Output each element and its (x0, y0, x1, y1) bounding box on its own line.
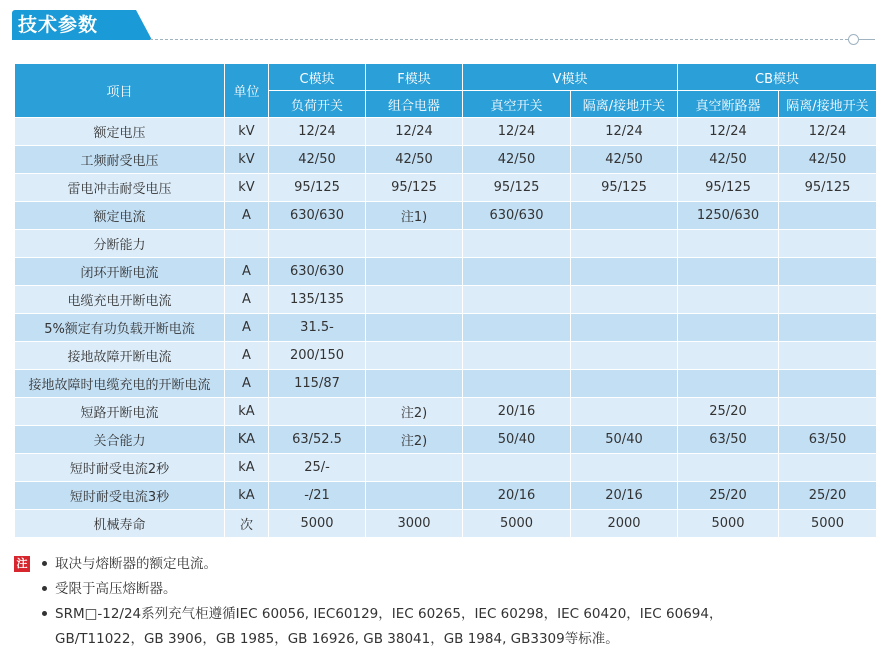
row-value (779, 454, 877, 482)
row-value (463, 258, 571, 286)
row-unit: kV (225, 118, 269, 146)
row-label: 分断能力 (15, 230, 225, 258)
row-value: 63/52.5 (269, 426, 366, 454)
row-unit: KA (225, 426, 269, 454)
row-value: 95/125 (678, 174, 779, 202)
row-unit: kA (225, 482, 269, 510)
row-value: 135/135 (269, 286, 366, 314)
row-unit: kV (225, 146, 269, 174)
row-value (571, 398, 678, 426)
row-value: 1250/630 (678, 202, 779, 230)
row-label: 短路开断电流 (15, 398, 225, 426)
row-value (678, 370, 779, 398)
row-value: 630/630 (463, 202, 571, 230)
header-f-module: F模块 (366, 64, 463, 91)
table-row (15, 482, 877, 510)
row-value: 31.5- (269, 314, 366, 342)
row-value: 25/20 (678, 398, 779, 426)
row-value (571, 230, 678, 258)
table-row (15, 286, 877, 314)
row-value (571, 454, 678, 482)
row-value: 95/125 (463, 174, 571, 202)
row-value: 63/50 (678, 426, 779, 454)
row-value (779, 258, 877, 286)
note-text: GB/T11022，GB 3906，GB 1985，GB 16926, GB 38041，GB 1984, GB3309等标准。 (55, 631, 619, 647)
subheader-cell: 真空断路器 (678, 91, 779, 118)
row-value: 25/- (269, 454, 366, 482)
row-value (366, 314, 463, 342)
row-value: 95/125 (779, 174, 877, 202)
row-value (463, 454, 571, 482)
bullet-icon (42, 561, 47, 566)
row-value: 5000 (678, 510, 779, 538)
row-value (571, 342, 678, 370)
table-row (15, 510, 877, 538)
row-value: 注1) (366, 202, 463, 230)
row-value: 12/24 (269, 118, 366, 146)
row-value (366, 482, 463, 510)
note-badge: 注 (14, 556, 30, 572)
note-text: SRM□-12/24系列充气柜遵循IEC 60056, IEC60129，IEC 60265，IEC 60298，IEC 60420，IEC 60694， (55, 606, 723, 622)
row-value: 50/40 (571, 426, 678, 454)
table-row (15, 174, 877, 202)
bullet-icon (42, 586, 47, 591)
title-divider-tail (859, 39, 875, 40)
row-value: 5000 (463, 510, 571, 538)
row-value: 630/630 (269, 202, 366, 230)
header-c-module: C模块 (269, 64, 366, 91)
row-unit: A (225, 370, 269, 398)
row-value (779, 314, 877, 342)
row-value: 12/24 (366, 118, 463, 146)
row-value (269, 398, 366, 426)
table-row (15, 202, 877, 230)
row-label: 机械寿命 (15, 510, 225, 538)
row-value: 63/50 (779, 426, 877, 454)
row-value: 5000 (779, 510, 877, 538)
subheader-cell: 负荷开关 (269, 91, 366, 118)
row-value (678, 258, 779, 286)
row-value: 注2) (366, 426, 463, 454)
row-unit: A (225, 286, 269, 314)
row-value (366, 370, 463, 398)
row-label: 工频耐受电压 (15, 146, 225, 174)
row-value: 42/50 (269, 146, 366, 174)
header-cb-module: CB模块 (678, 64, 877, 91)
row-value (366, 454, 463, 482)
row-value (571, 258, 678, 286)
header-item: 项目 (15, 64, 225, 118)
row-value: 注2) (366, 398, 463, 426)
row-value: 20/16 (571, 482, 678, 510)
header-v-module: V模块 (463, 64, 678, 91)
row-value: 42/50 (463, 146, 571, 174)
row-value: 12/24 (779, 118, 877, 146)
spec-table-header (15, 64, 877, 118)
row-value (463, 230, 571, 258)
subheader-cell: 组合电器 (366, 91, 463, 118)
row-value (571, 202, 678, 230)
row-value (779, 286, 877, 314)
table-row (15, 118, 877, 146)
row-value (779, 342, 877, 370)
row-value: 42/50 (678, 146, 779, 174)
row-value (463, 342, 571, 370)
row-value: 12/24 (678, 118, 779, 146)
spec-table-body (15, 118, 877, 538)
row-unit: A (225, 314, 269, 342)
note-text: 受限于高压熔断器。 (55, 581, 177, 597)
row-value (779, 202, 877, 230)
row-value: 25/20 (779, 482, 877, 510)
row-value: 42/50 (779, 146, 877, 174)
row-label: 短时耐受电流3秒 (15, 482, 225, 510)
row-unit: kA (225, 398, 269, 426)
table-row (15, 342, 877, 370)
row-value (571, 314, 678, 342)
row-value: 42/50 (366, 146, 463, 174)
row-value (366, 342, 463, 370)
note-item-continuation (55, 629, 619, 649)
row-unit: kV (225, 174, 269, 202)
row-value (678, 286, 779, 314)
table-row (15, 146, 877, 174)
row-value: 95/125 (571, 174, 678, 202)
row-unit: kA (225, 454, 269, 482)
row-label: 短时耐受电流2秒 (15, 454, 225, 482)
row-value (269, 230, 366, 258)
table-row (15, 258, 877, 286)
table-row (15, 314, 877, 342)
row-value: 12/24 (571, 118, 678, 146)
row-value: 115/87 (269, 370, 366, 398)
row-label: 关合能力 (15, 426, 225, 454)
row-value (366, 258, 463, 286)
row-label: 5%额定有功负载开断电流 (15, 314, 225, 342)
row-value (779, 230, 877, 258)
row-value (463, 286, 571, 314)
row-value: 5000 (269, 510, 366, 538)
row-value: 20/16 (463, 482, 571, 510)
note-item (42, 579, 177, 599)
row-value (463, 314, 571, 342)
row-label: 雷电冲击耐受电压 (15, 174, 225, 202)
subheader-cell: 隔离/接地开关 (779, 91, 877, 118)
subheader-cell: 隔离/接地开关 (571, 91, 678, 118)
title-divider (150, 39, 848, 40)
row-unit: A (225, 342, 269, 370)
row-value: 630/630 (269, 258, 366, 286)
row-value (366, 230, 463, 258)
bullet-icon (42, 611, 47, 616)
row-unit: 次 (225, 510, 269, 538)
row-label: 接地故障开断电流 (15, 342, 225, 370)
section-title: 技术参数 (18, 14, 99, 36)
header-unit: 单位 (225, 64, 269, 118)
row-value: 200/150 (269, 342, 366, 370)
row-value (678, 230, 779, 258)
row-value (463, 370, 571, 398)
row-value: 2000 (571, 510, 678, 538)
row-value: 95/125 (366, 174, 463, 202)
subheader-cell: 真空开关 (463, 91, 571, 118)
row-value (779, 398, 877, 426)
row-value: 50/40 (463, 426, 571, 454)
row-label: 电缆充电开断电流 (15, 286, 225, 314)
table-row (15, 454, 877, 482)
note-item (42, 554, 217, 574)
row-value: 3000 (366, 510, 463, 538)
row-value: -/21 (269, 482, 366, 510)
row-label: 闭环开断电流 (15, 258, 225, 286)
spec-table (14, 63, 877, 538)
row-value (678, 314, 779, 342)
row-value: 95/125 (269, 174, 366, 202)
row-value: 25/20 (678, 482, 779, 510)
note-text: 取决与熔断器的额定电流。 (55, 556, 217, 572)
row-value: 42/50 (571, 146, 678, 174)
row-value: 20/16 (463, 398, 571, 426)
row-value (571, 286, 678, 314)
row-label: 接地故障时电缆充电的开断电流 (15, 370, 225, 398)
row-value (366, 286, 463, 314)
row-unit: A (225, 202, 269, 230)
row-value (779, 370, 877, 398)
table-row (15, 370, 877, 398)
row-value (678, 454, 779, 482)
row-value: 12/24 (463, 118, 571, 146)
table-row (15, 398, 877, 426)
row-value (571, 370, 678, 398)
row-label: 额定电流 (15, 202, 225, 230)
table-row (15, 230, 877, 258)
row-value (678, 342, 779, 370)
row-unit (225, 230, 269, 258)
note-item (42, 604, 722, 624)
row-unit: A (225, 258, 269, 286)
table-row (15, 426, 877, 454)
row-label: 额定电压 (15, 118, 225, 146)
circle-ornament-icon (848, 34, 859, 45)
